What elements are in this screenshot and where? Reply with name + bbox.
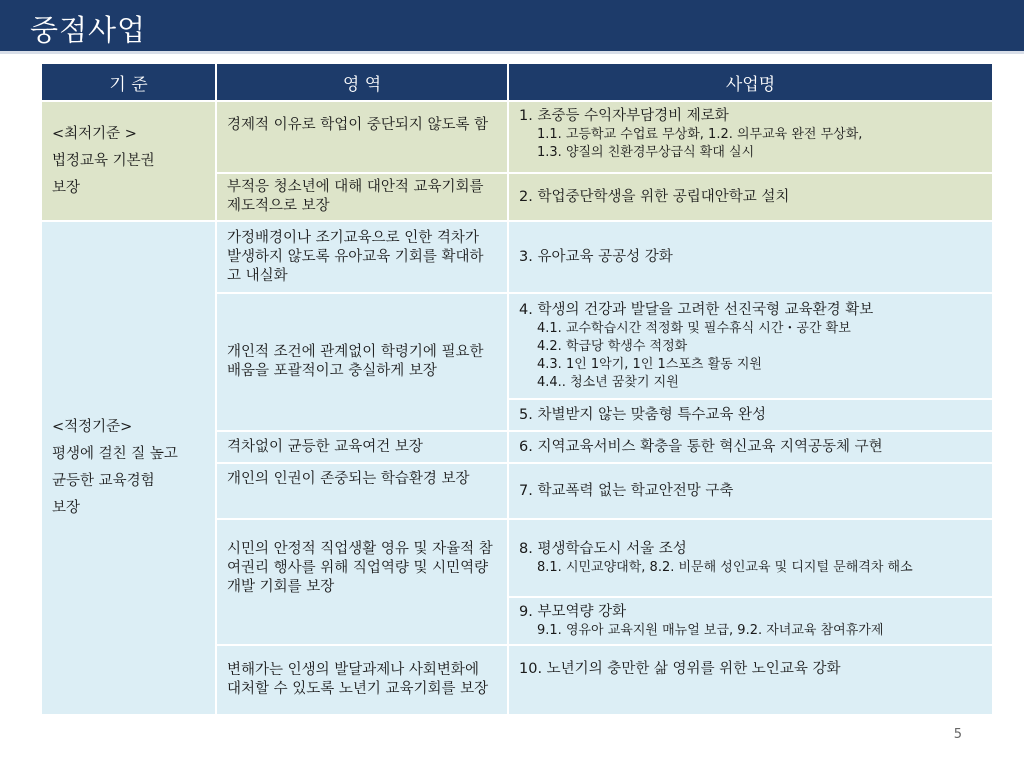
criteria-text: 법정교육 기본권 (52, 152, 155, 169)
project-subitem: 1.1. 고등학교 수업료 무상화, 1.2. 의무교육 완전 무상화, (537, 127, 863, 142)
criteria-text: 평생에 걸친 질 높고 (52, 446, 178, 462)
project-title: 4. 학생의 건강과 발달을 고려한 선진국형 교육환경 확보 (519, 301, 874, 318)
project-subitem: 4.3. 1인 1악기, 1인 1스포츠 활동 지원 (537, 356, 762, 372)
criteria-cell-adequate (41, 221, 216, 715)
criteria-cell-minimum (41, 101, 216, 221)
area-cell: 경제적 이유로 학업이 중단되지 않도록 함 (216, 101, 508, 173)
header-projects: 사업명 (508, 63, 993, 101)
project-cell (508, 101, 993, 173)
project-cell: 5. 차별받지 않는 맞춤형 특수교육 완성 (508, 399, 993, 431)
area-cell: 격차없이 균등한 교육여건 보장 (216, 431, 508, 463)
area-cell: 가정배경이나 조기교육으로 인한 격차가 발생하지 않도록 유아교육 기회를 확대하고 내실화 (216, 221, 508, 293)
slide-title: 중점사업 (30, 13, 147, 47)
header-area: 영 역 (216, 63, 508, 101)
project-title: 8. 평생학습도시 서울 조성 (519, 540, 687, 557)
criteria-text: 보장 (52, 500, 81, 516)
project-cell (508, 293, 993, 399)
criteria-text: 보장 (52, 179, 81, 196)
project-cell: 3. 유아교육 공공성 강화 (508, 221, 993, 293)
project-subitem: 8.1. 시민교양대학, 8.2. 비문해 성인교육 및 디지털 문해격차 해소 (537, 559, 913, 575)
project-cell (508, 597, 993, 645)
page-number: 5 (953, 727, 962, 742)
project-subitem: 4.2. 학급당 학생수 적정화 (537, 338, 688, 354)
criteria-label: <적정기준> (52, 419, 133, 435)
header-criteria: 기 준 (41, 63, 216, 101)
area-cell: 개인적 조건에 관계없이 학령기에 필요한 배움을 포괄적이고 충실하게 보장 (216, 293, 508, 431)
area-cell: 시민의 안정적 직업생활 영유 및 자율적 참여권리 행사를 위해 직업역량 및 시민역량 개발 기회를 보장 (216, 519, 508, 645)
table-header-row (41, 63, 993, 101)
table-row (41, 101, 993, 173)
project-cell: 10. 노년기의 충만한 삶 영위를 위한 노인교육 강화 (508, 645, 993, 715)
area-cell: 개인의 인권이 존중되는 학습환경 보장 (216, 463, 508, 519)
project-title: 1. 초중등 수익자부담경비 제로화 (519, 108, 729, 124)
table-row (41, 221, 993, 293)
project-cell: 2. 학업중단학생을 위한 공립대안학교 설치 (508, 173, 993, 221)
project-subitem: 9.1. 영유아 교육지원 매뉴얼 보급, 9.2. 자녀교육 참여휴가제 (537, 622, 884, 638)
slide-header (0, 0, 1024, 54)
project-cell: 7. 학교폭력 없는 학교안전망 구축 (508, 463, 993, 519)
project-subitem: 1.3. 양질의 친환경무상급식 확대 실시 (537, 145, 755, 160)
project-subitem: 4.4.. 청소년 꿈찾기 지원 (537, 374, 679, 390)
criteria-label: <최저기준 > (52, 125, 137, 142)
area-cell: 변해가는 인생의 발달과제나 사회변화에 대처할 수 있도록 노년기 교육기회를 보장 (216, 645, 508, 715)
area-cell: 부적응 청소년에 대해 대안적 교육기회를 제도적으로 보장 (216, 173, 508, 221)
criteria-text: 균등한 교육경험 (52, 473, 155, 489)
project-title: 9. 부모역량 강화 (519, 603, 627, 620)
project-cell: 6. 지역교육서비스 확충을 통한 혁신교육 지역공동체 구현 (508, 431, 993, 463)
projects-table (40, 62, 994, 716)
project-cell (508, 519, 993, 597)
project-subitem: 4.1. 교수학습시간 적정화 및 필수휴식 시간・공간 확보 (537, 320, 851, 336)
